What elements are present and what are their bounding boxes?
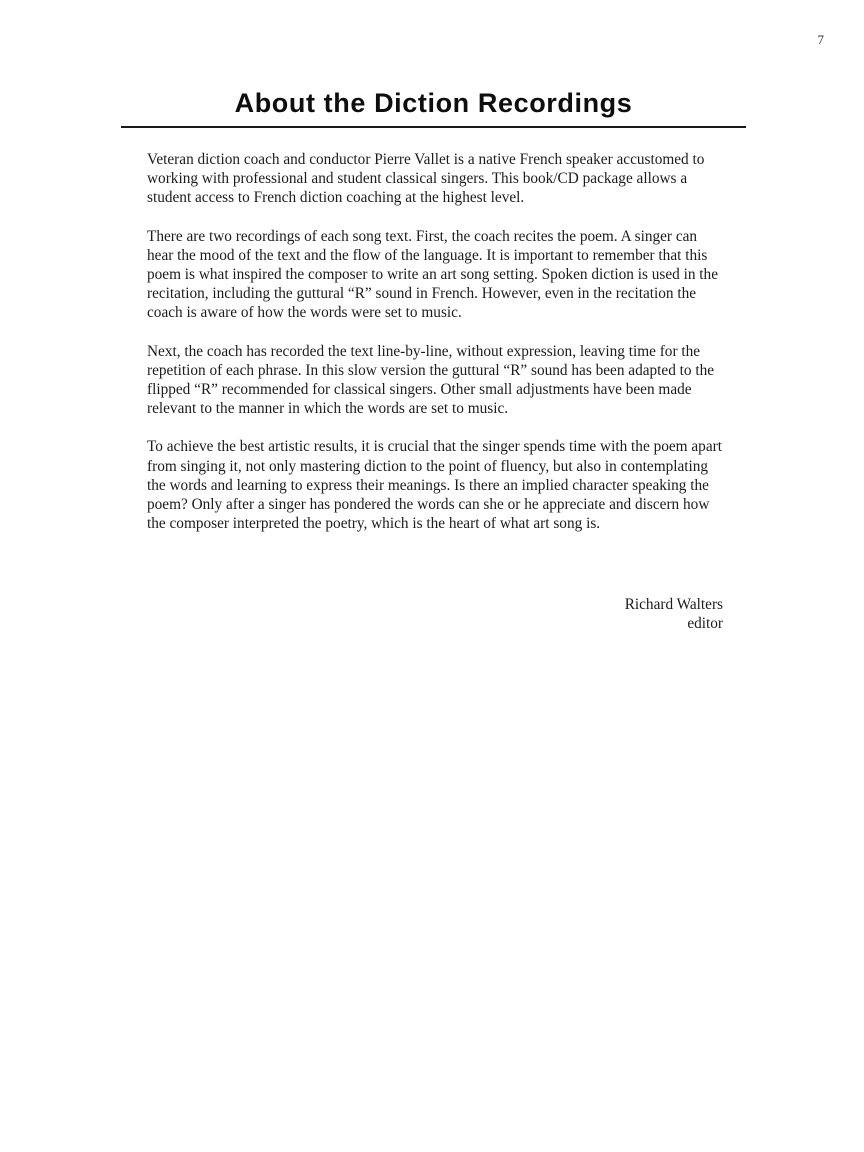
title-rule [121, 126, 746, 128]
paragraph-1: Veteran diction coach and conductor Pierre Vallet is a native French speaker accustomed to working with professional and student classical singers. This book/CD package allows a student access to French diction coaching at the highest level. [147, 151, 705, 207]
page-number: 7 [817, 32, 824, 47]
paragraph-4: To achieve the best artistic results, it is crucial that the singer spends time with the poem apart from singing it, not only mastering diction to the point of fluency, but also in contemplating the words and learning to express their meanings. Is there an implied character speaking the poem? Only after a singer has pondered the words can she or he appreciate and discern how the composer interpreted the poetry, which is the heart of what art song is. [147, 438, 722, 533]
paragraph-2: There are two recordings of each song text. First, the coach recites the poem. A singer can hear the mood of the text and the flow of the language. It is important to remember that this poem is what inspired the composer to write an art song setting. Spoken diction is used in the recitation, including the guttural “R” sound in French. However, even in the recitation the coach is aware of how the words were set to music. [147, 227, 718, 322]
signature-role: editor [687, 615, 723, 633]
page-header [121, 88, 746, 136]
page-title: About the Diction Recordings [234, 88, 633, 118]
signature-block [147, 595, 723, 633]
signature-name: Richard Walters [624, 596, 723, 613]
body-text [147, 150, 725, 552]
paragraph-3: Next, the coach has recorded the text line-by-line, without expression, leaving time for the repetition of each phrase. In this slow version the guttural “R” sound has been adapted to the flipped “R” recommended for classical singers. Other small adjustments have been made relevant to the manner in which the words are set to music. [147, 342, 715, 418]
